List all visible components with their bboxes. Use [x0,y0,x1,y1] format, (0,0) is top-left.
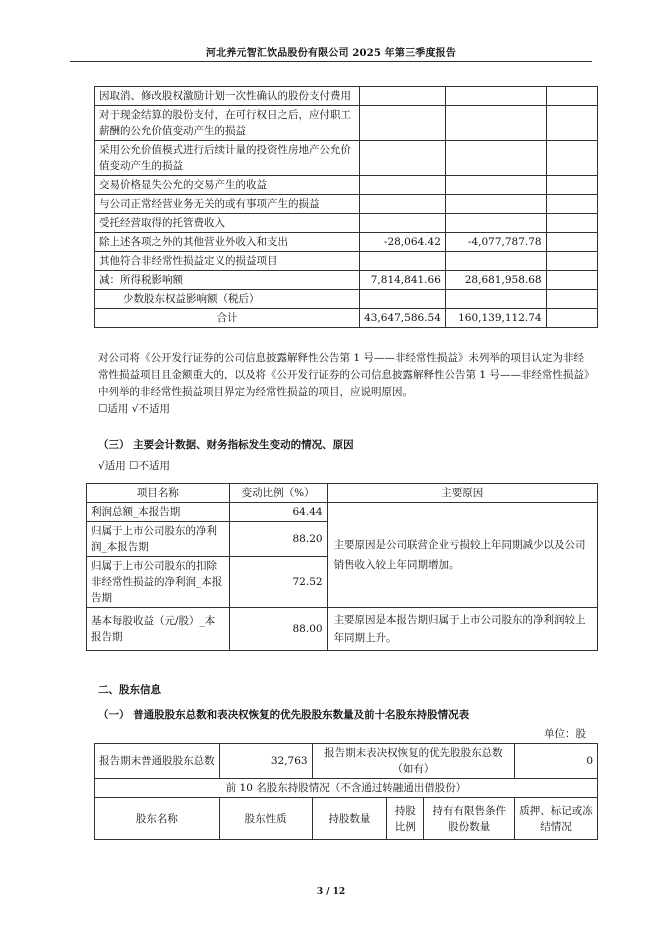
row-current [360,106,446,141]
row-note [546,141,597,176]
unit-label: 单位：股 [544,728,586,740]
row-item: 除上述各项之外的其他营业外收入和支出 [95,233,360,252]
row-current: -28,064.42 [360,233,446,252]
table-row [87,608,598,651]
total-row [95,309,598,328]
table-row [95,141,598,176]
table-row [95,214,598,233]
row-ytd [445,141,546,176]
shareholder-section-title: 二、股东信息 [98,684,161,696]
row-ratio: 72.52 [229,557,327,608]
section3-applicable: √适用 ☐不适用 [98,460,170,472]
table-row [95,106,598,141]
row-note [546,271,597,290]
row-item: 交易价格显失公允的交易产生的收益 [95,176,360,195]
explanation-paragraph: 对公司将《公开发行证券的公司信息披露解释性公告第 1 号——非经常性损益》未列举的项目认定为非经常性损益项目且金额重大的，以及将《公开发行证券的公司信息披露解释性公告第 1 号——非经常性损益》中列举的非经常性损益项目界定为经常性损益的项目，应说明原因。 [98,352,590,398]
row-item: 因取消、修改股权激励计划一次性确认的股份支付费用 [95,87,360,106]
row-note [546,252,597,271]
col-header-holder-type: 股东性质 [219,798,312,840]
table-row [95,290,598,309]
pref-shareholders-label: 报告期末表决权恢复的优先股股东总数（如有） [312,744,515,779]
report-header: 河北养元智汇饮品股份有限公司 2025 年第三季度报告 [205,48,457,59]
page-number: 3 / 12 [316,887,346,897]
row-ytd [445,87,546,106]
total-shareholders-value: 32,763 [219,744,312,779]
total-shareholders-label: 报告期末普通股股东总数 [95,744,220,779]
table-row [95,87,598,106]
row-ytd [445,106,546,141]
change-ratio-table [86,483,598,651]
table-header-row [87,484,598,503]
col-header-reason: 主要原因 [327,484,597,503]
row-note [546,233,597,252]
row-name: 归属于上市公司股东的扣除非经常性损益的净利润_本报告期 [87,557,230,608]
row-ytd [445,195,546,214]
row-note [546,195,597,214]
table-row [95,744,598,779]
row-current [360,176,446,195]
row-item: 采用公允价值模式进行后续计量的投资性房地产公允价值变动产生的损益 [95,141,360,176]
row-current [360,141,446,176]
table-caption-row [95,779,598,798]
total-ytd: 160,139,112.74 [445,309,546,328]
pref-shareholders-value: 0 [515,744,598,779]
row-item: 少数股东权益影响额（税后） [95,290,360,309]
table-row [95,233,598,252]
reason-cell: 主要原因是公司联营企业亏损较上年同期减少以及公司销售收入较上年同期增加。 [327,503,597,608]
table-row [87,503,598,522]
reason-cell: 主要原因是本报告期归属于上市公司股东的净利润较上年同期上升。 [327,608,597,651]
row-note [546,176,597,195]
row-ratio: 88.20 [229,522,327,557]
table-row [95,252,598,271]
row-note [546,106,597,141]
row-item: 减：所得税影响额 [95,271,360,290]
shareholder-summary-table [94,743,598,779]
section3-title: （三） 主要会计数据、财务指标发生变动的情况、原因 [98,439,354,451]
row-item: 对于现金结算的股份支付，在可行权日之后，应付职工薪酬的公允价值变动产生的损益 [95,106,360,141]
table-row [95,271,598,290]
col-header-ratio: 持股比例 [387,798,424,840]
row-ytd: 28,681,958.68 [445,271,546,290]
row-item: 受托经营取得的托管费收入 [95,214,360,233]
row-ytd [445,252,546,271]
row-ytd: -4,077,787.78 [445,233,546,252]
explanation-applicable: ☐适用 √不适用 [98,403,170,415]
col-header-restricted: 持有有限售条件股份数量 [424,798,515,840]
row-name: 归属于上市公司股东的净利润_本报告期 [87,522,230,557]
col-header-shares: 持股数量 [312,798,387,840]
row-note [546,87,597,106]
row-ratio: 64.44 [229,503,327,522]
table-row [95,176,598,195]
table-header-row [95,798,598,840]
row-name: 利润总额_本报告期 [87,503,230,522]
row-current [360,195,446,214]
top10-caption: 前 10 名股东持股情况（不含通过转融通出借股份） [95,779,598,798]
row-current [360,252,446,271]
header-divider [70,61,592,62]
table-row [95,195,598,214]
row-current: 7,814,841.66 [360,271,446,290]
row-current [360,290,446,309]
row-current [360,87,446,106]
row-note [546,290,597,309]
shareholder-subtitle: （一） 普通股股东总数和表决权恢复的优先股股东数量及前十名股东持股情况表 [98,709,470,721]
total-label: 合计 [95,309,360,328]
total-current: 43,647,586.54 [360,309,446,328]
total-note [546,309,597,328]
row-item: 其他符合非经常性损益定义的损益项目 [95,252,360,271]
col-header-name: 项目名称 [87,484,230,503]
row-ytd [445,214,546,233]
col-header-holder-name: 股东名称 [95,798,220,840]
row-ytd [445,290,546,309]
col-header-pledge: 质押、标记或冻结情况 [515,798,598,840]
row-item: 与公司正常经营业务无关的或有事项产生的损益 [95,195,360,214]
row-name: 基本每股收益（元/股）_本报告期 [87,608,230,651]
row-current [360,214,446,233]
row-ytd [445,176,546,195]
row-ratio: 88.00 [229,608,327,651]
col-header-ratio: 变动比例（%） [229,484,327,503]
nonrecurring-table [94,86,598,328]
row-note [546,214,597,233]
top10-table [94,778,598,840]
